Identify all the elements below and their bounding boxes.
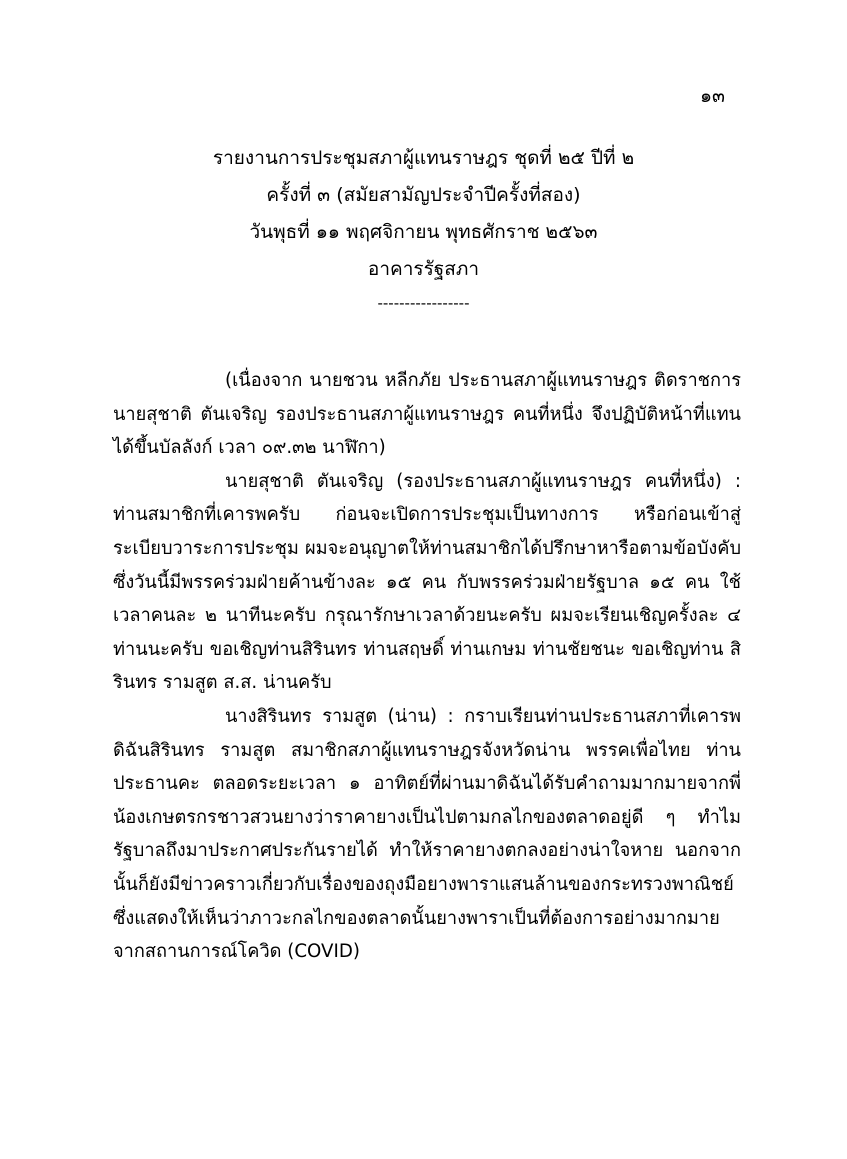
title-divider: ----------------- xyxy=(377,294,470,312)
paragraph-member-speech: นางสิรินทร รามสูต (น่าน) : กราบเรียนท่านประธานสภาที่เคารพ ดิฉันสิรินทร รามสูต สมาชิกสภาผู้แทนราษฎรจังหวัดน่าน พรรคเพื่อไทย ท่านประธานคะ ตลอดระยะเวลา ๑ อาทิตย์ที่ผ่านมาดิฉันได้รับคำถามมากมายจากพี่น้องเกษตรกรชาวสวนยางว่าราคายางเป็นไปตามกลไกของตลาดอยู่ดี ๆ ทำไมรัฐบาลถึงมาประกาศประกันรายได้ ทำให้ราคายางตกลงอย่างน่าใจหาย นอกจากนั้นก็ยังมีข่าวคราวเกี่ยวกับเรื่องของถุงมือยางพาราแสนล้านของกระทรวงพาณิชย์ ซึ่งแสดงให้เห็นว่าภาวะกลไกของตลาดนั้นยางพาราเป็นที่ต้องการอย่างมากมายจากสถานการณ์โควิด (COVID) xyxy=(113,705,741,963)
title-line-meeting: ครั้งที่ ๓ (สมัยสามัญประจำปีครั้งที่สอง) xyxy=(266,184,581,206)
title-line-session: รายงานการประชุมสภาผู้แทนราษฎร ชุดที่ ๒๕ ปีที่ ๒ xyxy=(212,147,635,169)
title-line-date: วันพุธที่ ๑๑ พฤศจิกายน พุทธศักราช ๒๕๖๓ xyxy=(249,221,598,243)
body-text xyxy=(113,364,741,969)
title-line-venue: อาคารรัฐสภา xyxy=(367,258,480,280)
paragraph-opening-note: (เนื่องจาก นายชวน หลีกภัย ประธานสภาผู้แทนราษฎร ติดราชการ นายสุชาติ ตันเจริญ รองประธานสภาผู้แทนราษฎร คนที่หนึ่ง จึงปฏิบัติหน้าที่แทน ได้ขึ้นบัลลังก์ เวลา ๐๙.๓๒ นาฬิกา) xyxy=(113,370,741,459)
paragraph-chair-speech: นายสุชาติ ตันเจริญ (รองประธานสภาผู้แทนราษฎร คนที่หนึ่ง) : ท่านสมาชิกที่เคารพครับ ก่อนจะเปิดการประชุมเป็นทางการ หรือก่อนเข้าสู่ระเบียบวาระการประชุม ผมจะอนุญาตให้ท่านสมาชิกได้ปรึกษาหารือตามข้อบังคับ ซึ่งวันนี้มีพรรคร่วมฝ่ายค้านข้างละ ๑๕ คน กับพรรคร่วมฝ่ายรัฐบาล ๑๕ คน ใช้เวลาคนละ ๒ นาทีนะครับ กรุณารักษาเวลาด้วยนะครับ ผมจะเรียนเชิญครั้งละ ๔ ท่านนะครับ ขอเชิญท่านสิรินทร ท่านสฤษดิ์ ท่านเกษม ท่านชัยชนะ ขอเชิญท่าน สิรินทร รามสูต ส.ส. น่านครับ xyxy=(113,470,741,694)
page-number: ๑๓ xyxy=(700,85,726,107)
title-block xyxy=(0,140,847,318)
